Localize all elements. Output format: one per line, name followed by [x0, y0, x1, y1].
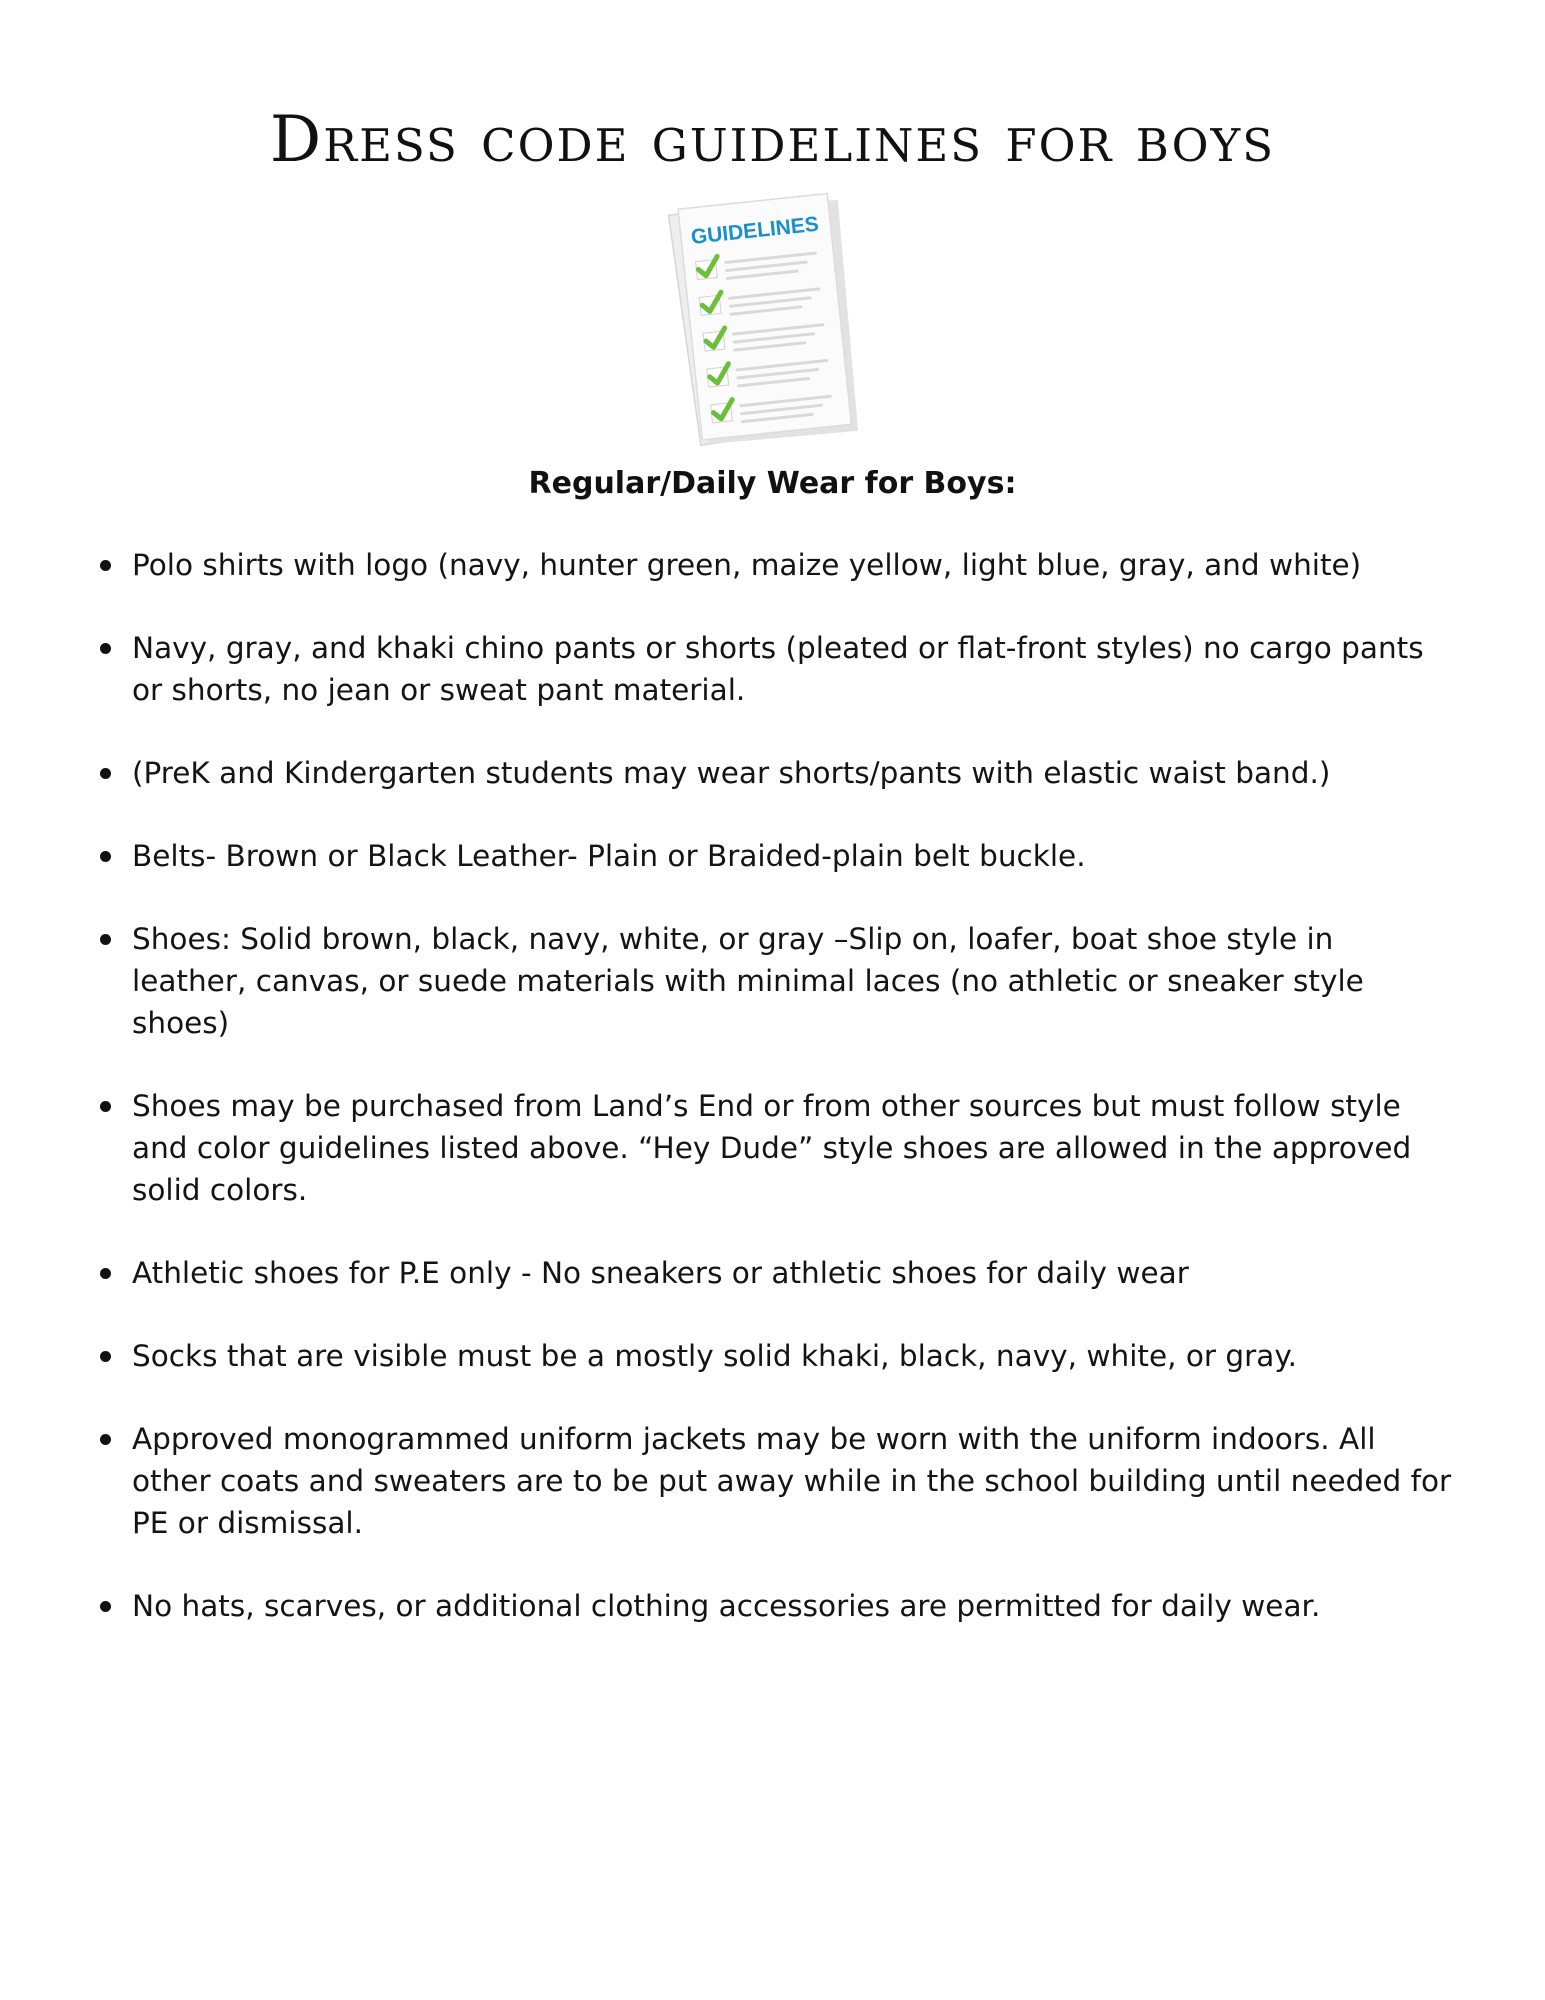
bullet-icon [100, 768, 111, 779]
section-subtitle: Regular/Daily Wear for Boys: [528, 466, 1017, 501]
list-item-text: Shoes: Solid brown, black, navy, white, or gray –Slip on, loafer, boat shoe style in leather, canvas, or suede materials with minimal laces (no athletic or sneaker style shoes) [132, 922, 1364, 1040]
page-title: Dress code guidelines for boys [269, 103, 1276, 177]
list-item [96, 752, 1456, 794]
list-item [96, 1335, 1456, 1377]
list-item-text: Polo shirts with logo (navy, hunter green, maize yellow, light blue, gray, and white) [132, 548, 1362, 582]
list-item-text: Athletic shoes for P.E only - No sneakers or athletic shoes for daily wear [132, 1256, 1189, 1290]
list-item [96, 1252, 1456, 1294]
bullet-icon [100, 934, 111, 945]
list-item-text: No hats, scarves, or additional clothing accessories are permitted for daily wear. [132, 1589, 1321, 1623]
list-item-text: Shoes may be purchased from Land’s End or from other sources but must follow style and color guidelines listed above. “Hey Dude” style shoes are allowed in the approved solid colors. [132, 1089, 1412, 1207]
list-item [96, 835, 1456, 877]
bullet-icon [100, 560, 111, 571]
bullet-icon [100, 1268, 111, 1279]
list-item [96, 1085, 1456, 1211]
list-item-text: Approved monogrammed uniform jackets may be worn with the uniform indoors. All other coats and sweaters are to be put away while in the school building until needed for PE or dismissal. [132, 1422, 1452, 1540]
bullet-icon [100, 1434, 111, 1445]
list-item [96, 918, 1456, 1044]
list-item [96, 1418, 1456, 1544]
list-item [96, 627, 1456, 711]
guidelines-checklist-icon [662, 188, 882, 450]
list-item [96, 544, 1456, 586]
bullet-icon [100, 1101, 111, 1112]
list-item-text: Navy, gray, and khaki chino pants or shorts (pleated or flat-front styles) no cargo pants or shorts, no jean or sweat pant material. [132, 631, 1424, 707]
guidelines-list [96, 544, 1456, 1668]
list-item-text: (PreK and Kindergarten students may wear shorts/pants with elastic waist band.) [132, 756, 1331, 790]
bullet-icon [100, 643, 111, 654]
bullet-icon [100, 1351, 111, 1362]
bullet-icon [100, 1601, 111, 1612]
list-item-text: Socks that are visible must be a mostly solid khaki, black, navy, white, or gray. [132, 1339, 1297, 1373]
bullet-icon [100, 851, 111, 862]
list-item-text: Belts- Brown or Black Leather- Plain or Braided-plain belt buckle. [132, 839, 1086, 873]
illustration-heading: GUIDELINES [689, 212, 820, 249]
list-item [96, 1585, 1456, 1627]
